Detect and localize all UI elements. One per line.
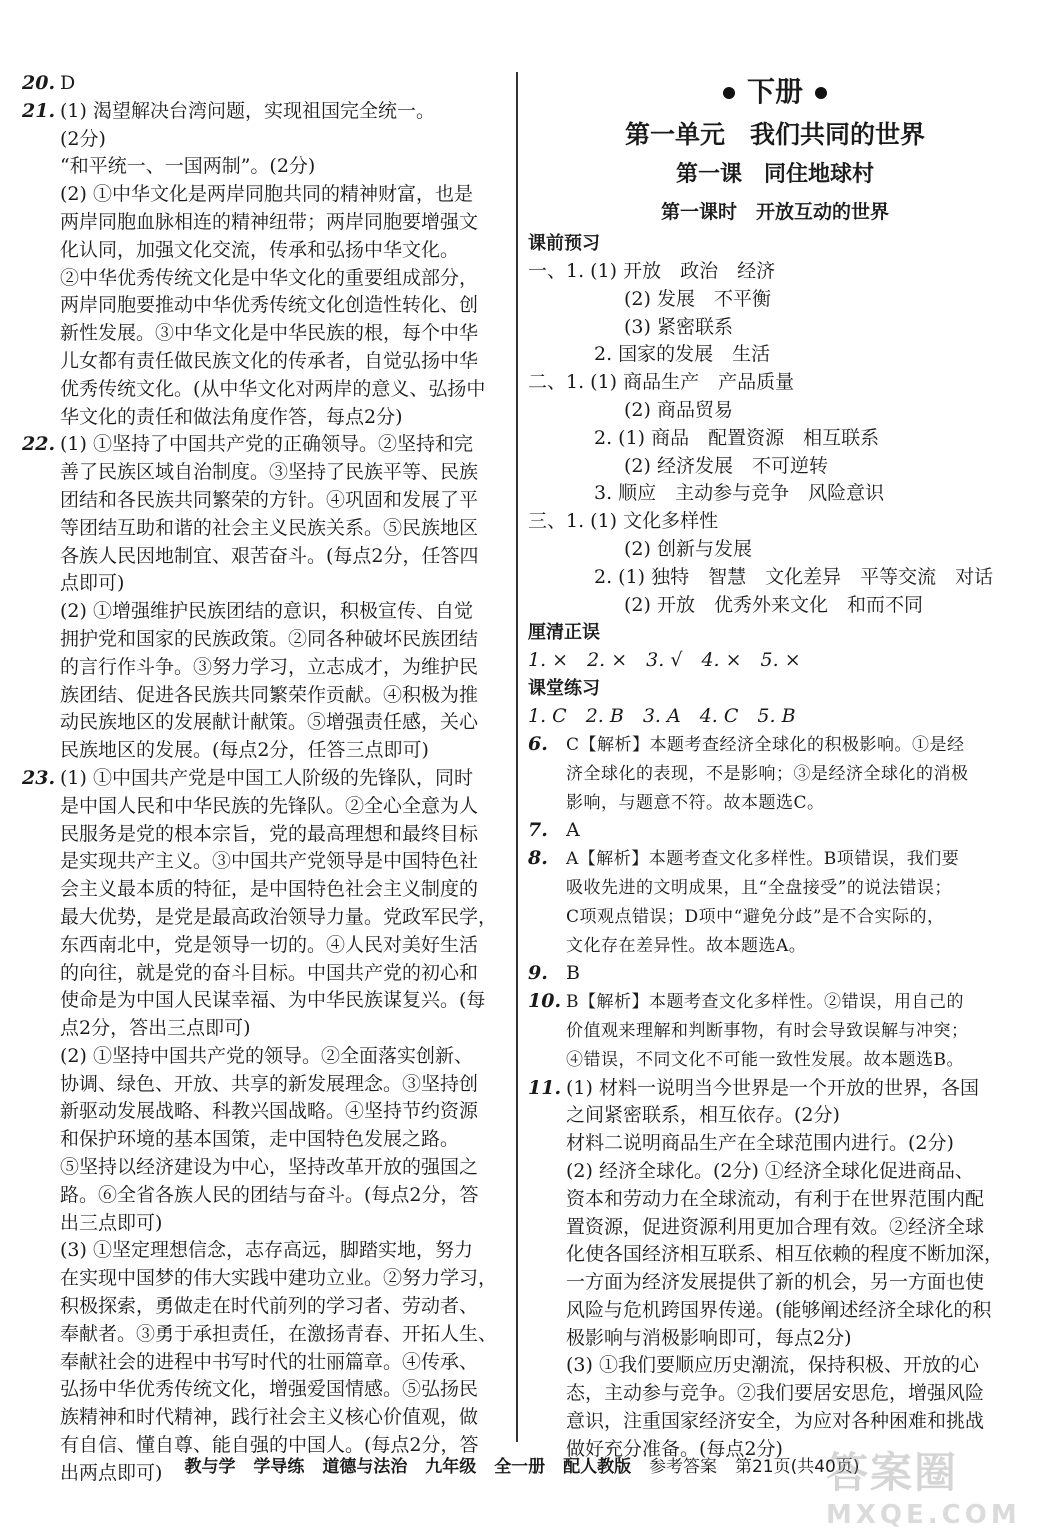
answer-line <box>22 709 510 737</box>
answer-line <box>528 314 1022 342</box>
answer-text: 使命是为中国人民谋幸福、为中华民族谋复兴。(每 <box>60 989 486 1012</box>
answer-line <box>22 626 510 654</box>
question-item <box>528 731 1022 760</box>
answer-text: 有自信、懂自尊、能自强的中国人。(每点2分，答 <box>60 1434 479 1457</box>
answer-line <box>528 647 1022 675</box>
answer-line <box>528 341 1022 369</box>
answer-text: 出三点即可) <box>60 1211 163 1234</box>
question-number: 11. <box>528 1076 562 1099</box>
answer-line <box>22 1376 510 1404</box>
section-heading: 课堂练习 <box>528 678 600 700</box>
answer-line <box>22 1043 510 1071</box>
answer-line <box>528 1158 1022 1186</box>
answer-text: (2) 开放 优秀外来文化 和而不同 <box>624 593 923 616</box>
answer-text: 儿女都有责任做民族文化的传承者，自觉弘扬中华 <box>60 349 479 372</box>
page-number: 第21页(共40页) <box>734 1457 860 1477</box>
answer-line <box>528 789 1022 818</box>
answer-text: 民服务是党的根本宗旨，党的最高理想和最终目标 <box>60 822 479 845</box>
answer-text: 民族地区的发展。(每点2分，任答三点即可) <box>60 739 429 762</box>
answer-line <box>22 1126 510 1154</box>
answer-line <box>528 1325 1022 1353</box>
answer-text: 是中国人民和中华民族的先锋队。②全心全意为人 <box>60 794 479 817</box>
period-title: 第一课时 开放互动的世界 <box>660 201 889 223</box>
question-item <box>22 431 510 459</box>
answer-text: B【解析】本题考查文化多样性。②错误，用自己的 <box>566 992 964 1013</box>
answer-text: (2) 发展 不平衡 <box>624 287 771 310</box>
answer-line <box>528 1214 1022 1242</box>
answer-text: 点2分，答出三点即可) <box>60 1017 251 1040</box>
right-column <box>528 70 1022 1464</box>
question-number: 23. <box>22 766 56 789</box>
answer-line <box>528 1408 1022 1436</box>
answer-text: (2) 经济发展 不可逆转 <box>624 454 828 477</box>
answer-text: B <box>566 962 580 985</box>
answer-line <box>528 369 1022 397</box>
right-body <box>528 230 1022 1464</box>
answer-text: 2. (1) 独特 智慧 文化差异 平等交流 对话 <box>594 565 994 588</box>
answer-text: 二、1. (1) 商品生产 产品质量 <box>528 371 795 394</box>
answer-text: 路。⑥全省各族人民的团结与奋斗。(每点2分，答 <box>60 1183 479 1206</box>
answer-line <box>22 126 510 154</box>
bullet-icon <box>723 87 735 99</box>
answer-text: 3. 顺应 主动参与竞争 风险意识 <box>594 482 885 505</box>
answer-text: A <box>566 819 580 842</box>
answer-text: 意识，注重国家经济安全，为应对各种困难和挑战 <box>566 1410 985 1433</box>
volume-title <box>528 70 1022 114</box>
answer-text: 优秀传统文化。(从中华文化对两岸的意义、弘扬中 <box>60 377 486 400</box>
answer-line <box>528 1046 1022 1075</box>
answer-text: 置资源，促进资源利用更加合理有效。②经济全球 <box>566 1215 985 1238</box>
answer-line <box>22 181 510 209</box>
answer-text: 协调、绿色、开放、共享的新发展理念。③坚持创 <box>60 1072 479 1095</box>
question-item <box>22 765 510 793</box>
question-item <box>528 817 1022 845</box>
answer-text: 1. × 2. × 3. √ 4. × 5. × <box>528 649 801 672</box>
answer-text: 之间紧密联系，相互依存。(2分) <box>566 1104 840 1127</box>
answer-line <box>22 932 510 960</box>
question-number: 6. <box>528 732 548 755</box>
left-column <box>22 70 510 1488</box>
answer-text: 极影响与消极影响即可，每点2分) <box>566 1326 852 1349</box>
answer-text: “和平统一、一国两制”。(2分) <box>60 155 316 178</box>
answer-line <box>528 932 1022 961</box>
answer-line <box>22 654 510 682</box>
answer-line <box>22 543 510 571</box>
answer-line <box>528 1130 1022 1158</box>
answer-text: (2) ①坚持中国共产党的领导。②全面落实创新、 <box>60 1044 473 1067</box>
answer-text: 奉献者。③勇于承担责任，在激扬青春、开拓人生、 <box>60 1322 498 1345</box>
answer-line <box>22 320 510 348</box>
answer-text: 影响，与题意不符。故本题选C。 <box>566 792 825 813</box>
answer-line <box>22 237 510 265</box>
question-number: 9. <box>528 962 548 985</box>
column-divider <box>516 72 518 1442</box>
answer-text: 奉献社会的进程中书写时代的壮丽篇章。④传承、 <box>60 1350 479 1373</box>
answer-line <box>528 592 1022 620</box>
question-item <box>528 845 1022 874</box>
answer-line <box>528 397 1022 425</box>
answer-line <box>22 904 510 932</box>
answer-line <box>22 515 510 543</box>
answer-line <box>528 536 1022 564</box>
answer-line <box>528 453 1022 481</box>
answer-text: 两岸同胞要推动中华优秀传统文化创造性转化、创 <box>60 294 479 317</box>
answer-line <box>528 703 1022 731</box>
answer-text: A【解析】本题考查文化多样性。B项错误，我们要 <box>566 849 960 870</box>
answer-line <box>22 1154 510 1182</box>
answer-text: 团结和各民族共同繁荣的方针。④巩固和发展了平 <box>60 488 479 511</box>
answer-line <box>22 737 510 765</box>
question-item <box>22 70 510 98</box>
answer-text: 1. C 2. B 3. A 4. C 5. B <box>528 705 796 728</box>
answer-text: 等团结互助和谐的社会主义民族关系。⑤民族地区 <box>60 516 479 539</box>
answer-text: (1) 材料一说明当今世界是一个开放的世界，各国 <box>566 1076 979 1099</box>
footer-edition: 配人教版 <box>563 1457 632 1477</box>
question-number: 22. <box>22 433 56 456</box>
answer-line <box>22 376 510 404</box>
answer-line <box>22 153 510 181</box>
answer-text: (2) 经济全球化。(2分) ①经济全球化促进商品、 <box>566 1159 974 1182</box>
answer-text: 是实现共产主义。③中国共产党领导是中国特色社 <box>60 850 479 873</box>
answer-line <box>22 1293 510 1321</box>
answer-line <box>22 570 510 598</box>
answer-line <box>22 292 510 320</box>
answer-line <box>22 1321 510 1349</box>
answer-text: 华文化的责任和做法角度作答，每点2分) <box>60 405 403 428</box>
answer-text: 价值观来理解和判断事物，有时会导致误解与冲突； <box>566 1020 969 1041</box>
answer-text: 态，主动参与竞争。②我们要居安思危，增强风险 <box>566 1382 985 1405</box>
answer-text: 最大优势，是党是最高政治领导力量。党政军民学， <box>60 905 498 928</box>
answer-text: (2) ①中华文化是两岸同胞共同的精神财富，也是 <box>60 183 473 206</box>
answer-text: (2分) <box>60 127 106 150</box>
answer-line <box>22 348 510 376</box>
answer-line <box>22 459 510 487</box>
answer-line <box>528 1017 1022 1046</box>
footer-section: 参考答案 <box>649 1457 718 1477</box>
answer-line <box>528 760 1022 789</box>
answer-line <box>22 682 510 710</box>
answer-text: (1) ①中国共产党是中国工人阶级的先锋队，同时 <box>60 766 473 789</box>
answer-line <box>22 1404 510 1432</box>
answer-text: 新性发展。③中华文化是中华民族的根，每个中华 <box>60 322 479 345</box>
question-number: 10. <box>528 990 562 1013</box>
answer-text: 点即可) <box>60 572 125 595</box>
answer-text: 化认同，加强文化交流，传承和弘扬中华文化。 <box>60 238 460 261</box>
footer-brand: 教与学 <box>184 1457 236 1477</box>
answer-line <box>22 987 510 1015</box>
answer-line <box>22 1349 510 1377</box>
answer-text: (2) 商品贸易 <box>624 398 733 421</box>
watermark-logo <box>826 1440 1026 1530</box>
answer-text: 一方面为经济发展提供了新的机会，另一方面也使 <box>566 1271 985 1294</box>
answer-text: (1) ①坚持了中国共产党的正确领导。②坚持和完 <box>60 433 473 456</box>
answer-line <box>528 258 1022 286</box>
answer-text: (3) ①我们要顺应历史潮流，保持积极、开放的心 <box>566 1354 979 1377</box>
answer-text: (3) 紧密联系 <box>624 315 733 338</box>
answer-text: 各族人民因地制宜、艰苦奋斗。(每点2分，任答四 <box>60 544 479 567</box>
answer-line <box>528 1241 1022 1269</box>
answer-text: 拥护党和国家的民族政策。②同各种破坏民族团结 <box>60 627 479 650</box>
answer-text: C项观点错误；D项中“避免分歧”是不合实际的， <box>566 906 945 927</box>
watermark-url: MXQE.COM <box>826 1500 1021 1530</box>
question-number: 8. <box>528 847 548 870</box>
answer-line <box>528 903 1022 932</box>
answer-text: 资本和劳动力在全球流动，有利于在世界范围内配 <box>566 1187 985 1210</box>
answer-text: 吸收先进的文明成果，且“全盘接受”的说法错误； <box>566 877 952 898</box>
answer-text: ⑤坚持以经济建设为中心，坚持改革开放的强国之 <box>60 1156 479 1179</box>
bullet-icon <box>815 87 827 99</box>
lesson-title: 第一课 同住地球村 <box>675 162 874 187</box>
answer-text: 会主义最本质的特征，是中国特色社会主义制度的 <box>60 878 479 901</box>
answer-line <box>528 1297 1022 1325</box>
answer-line <box>22 1265 510 1293</box>
answer-line <box>22 960 510 988</box>
answer-text: (3) ①坚定理想信念，志存高远，脚踏实地，努力 <box>60 1239 473 1262</box>
watermark-text: 答案圈 <box>826 1448 959 1497</box>
answer-text: 做好充分准备。(每点2分) <box>566 1437 783 1460</box>
answer-text: 的向往，就是党的奋斗目标。中国共产党的初心和 <box>60 961 479 984</box>
footer-subject: 道德与法治 <box>322 1457 408 1477</box>
answer-text: (1) 渴望解决台湾问题，实现祖国完全统一。 <box>60 99 435 122</box>
question-number: 7. <box>528 819 548 842</box>
answer-line <box>22 876 510 904</box>
answer-line <box>22 404 510 432</box>
answer-text: ④错误，不同文化不可能一致性发展。故本题选B。 <box>566 1049 964 1070</box>
answer-text: 弘扬中华优秀传统文化，增强爱国情感。⑤弘扬民 <box>60 1378 479 1401</box>
answer-line <box>22 1237 510 1265</box>
answer-line <box>22 209 510 237</box>
question-number: 21. <box>22 99 56 122</box>
answer-line <box>22 821 510 849</box>
answer-text: 两岸同胞血脉相连的精神纽带；两岸同胞要增强文 <box>60 210 479 233</box>
answer-text: ②中华优秀传统文化是中华文化的重要组成部分， <box>60 266 479 289</box>
section-heading: 厘清正误 <box>528 622 600 644</box>
answer-text: 一、1. (1) 开放 政治 经济 <box>528 260 776 282</box>
answer-line <box>22 793 510 821</box>
answer-line <box>528 508 1022 536</box>
answer-line <box>22 1071 510 1099</box>
answer-text: 新驱动发展战略、科教兴国战略。④坚持节约资源 <box>60 1100 479 1123</box>
question-number: 20. <box>22 72 56 94</box>
answer-text: D <box>60 72 76 94</box>
answer-text: 化使各国经济相互联系、相互依赖的程度不断加深， <box>566 1243 1004 1266</box>
answer-line <box>528 286 1022 314</box>
answer-line <box>22 848 510 876</box>
footer-grade: 九年级 <box>425 1457 477 1477</box>
answer-text: 出两点即可) <box>60 1461 163 1484</box>
answer-text: 族精神和时代精神，践行社会主义核心价值观，做 <box>60 1406 479 1429</box>
answer-text: 族团结、促进各民族共同繁荣作贡献。④积极为推 <box>60 683 479 706</box>
answer-line <box>528 480 1022 508</box>
footer-volume: 全一册 <box>494 1457 546 1477</box>
answer-line <box>22 1182 510 1210</box>
answer-text: (2) ①增强维护民族团结的意识，积极宣传、自觉 <box>60 600 473 623</box>
answer-line <box>22 1015 510 1043</box>
answer-line <box>528 425 1022 453</box>
answer-text: 2. 国家的发展 生活 <box>594 343 771 366</box>
answer-text: 的言行作斗争。③努力学习，立志成才，为维护民 <box>60 655 479 678</box>
answer-line <box>22 265 510 293</box>
answer-line <box>22 1098 510 1126</box>
answer-line <box>528 1380 1022 1408</box>
answer-line <box>22 487 510 515</box>
answer-text: 善了民族区域自治制度。③坚持了民族平等、民族 <box>60 461 479 484</box>
section-heading: 课前预习 <box>528 233 600 254</box>
volume-title-text: 下册 <box>746 75 803 108</box>
answer-text: (2) 创新与发展 <box>624 537 752 560</box>
answer-line <box>22 1210 510 1238</box>
answer-text: 在实现中国梦的伟大实践中建功立业。②努力学习， <box>60 1267 498 1290</box>
question-item <box>528 988 1022 1017</box>
answer-text: C【解析】本题考查经济全球化的积极影响。①是经 <box>566 734 965 755</box>
answer-line <box>528 1186 1022 1214</box>
answer-text: 和保护环境的基本国策，走中国特色发展之路。 <box>60 1128 460 1151</box>
answer-text: 动民族地区的发展献计献策。⑤增强责任感，关心 <box>60 711 479 734</box>
answer-line <box>528 1352 1022 1380</box>
answer-line <box>528 1269 1022 1297</box>
answer-line <box>528 564 1022 592</box>
answer-text: 文化存在差异性。故本题选A。 <box>566 935 807 956</box>
answer-text: 风险与危机跨国界传递。(能够阐述经济全球化的积 <box>566 1298 992 1321</box>
question-item <box>528 1075 1022 1103</box>
answer-line <box>528 874 1022 903</box>
answer-line <box>22 598 510 626</box>
unit-title: 第一单元 我们共同的世界 <box>624 120 925 149</box>
question-item <box>22 98 510 126</box>
answer-text: 材料二说明商品生产在全球范围内进行。(2分) <box>566 1132 954 1155</box>
answer-line <box>528 1102 1022 1130</box>
answer-text: 济全球化的表现，不是影响；③是经济全球化的消极 <box>566 763 969 784</box>
answer-text: 积极探索，勇做走在时代前列的学习者、劳动者、 <box>60 1295 479 1318</box>
question-item <box>528 960 1022 988</box>
footer-series: 学导练 <box>253 1457 305 1477</box>
answer-text: 2. (1) 商品 配置资源 相互联系 <box>594 426 880 449</box>
answer-text: 东西南北中，党是领导一切的。④人民对美好生活 <box>60 933 479 956</box>
answer-text: 三、1. (1) 文化多样性 <box>528 510 719 533</box>
